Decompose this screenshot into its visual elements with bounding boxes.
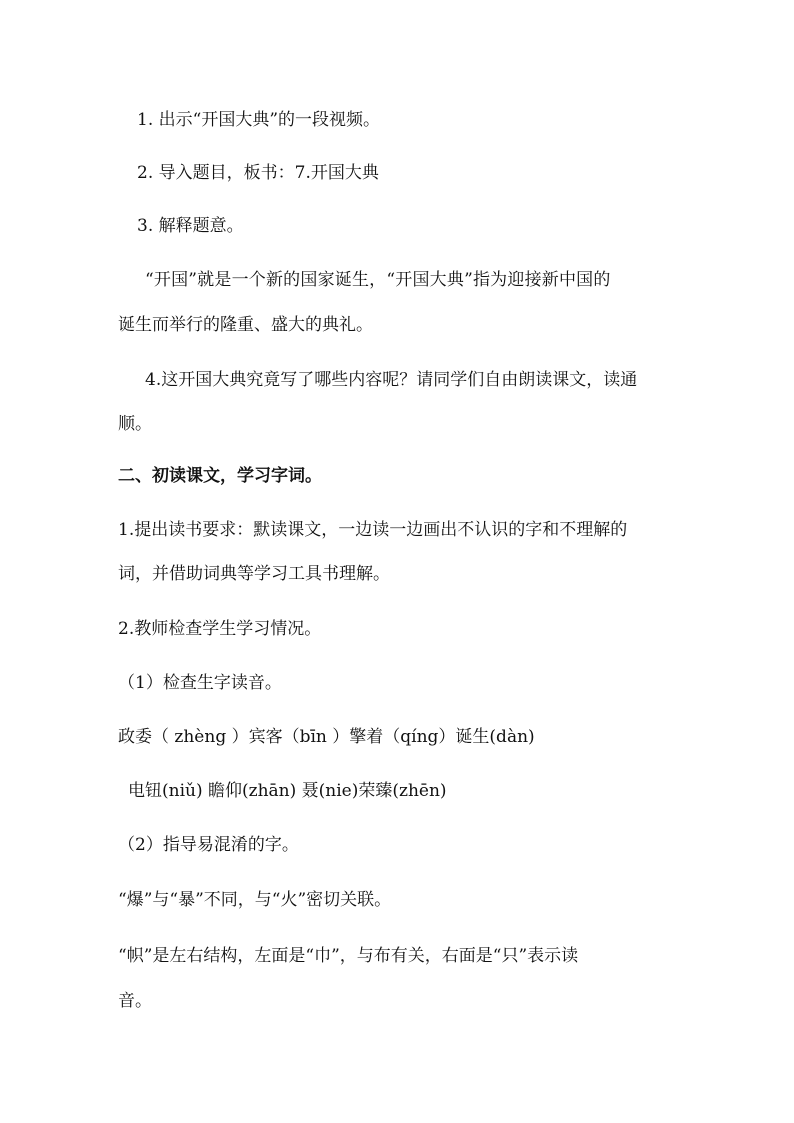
section-heading: 二、初读课文，学习字词。 (118, 466, 322, 486)
pinyin-line-1: 政委（ zhèng ）宾客（bīn ）擎着（qíng）诞生(dàn) (118, 727, 535, 747)
text-line-5: 诞生而举行的隆重、盛大的典礼。 (118, 315, 373, 335)
text-line-4: “开国”就是一个新的国家诞生，“开国大典”指为迎接新中国的 (145, 270, 611, 290)
text-line-13: “爆”与“暴”不同，与“火”密切关联。 (118, 890, 392, 910)
pinyin-line-2: 电钮(niǔ) 瞻仰(zhān) 聂(nie)荣臻(zhēn) (128, 781, 447, 801)
text-line-10: 2.教师检查学生学习情况。 (118, 619, 322, 639)
text-line-9: 词，并借助词典等学习工具书理解。 (118, 564, 390, 584)
text-line-3: 3. 解释题意。 (137, 216, 244, 236)
text-line-7: 顺。 (118, 414, 152, 434)
text-line-14: “帜”是左右结构，左面是“巾”，与布有关，右面是“只”表示读 (118, 946, 579, 966)
text-line-12: （2）指导易混淆的字。 (118, 835, 299, 855)
text-line-2: 2. 导入题目，板书：7.开国大典 (137, 163, 379, 183)
text-line-1: 1. 出示“开国大典”的一段视频。 (137, 110, 381, 130)
text-line-15: 音。 (118, 991, 152, 1011)
text-line-6: 4.这开国大典究竟写了哪些内容呢？请同学们自由朗读课文，读通 (145, 370, 638, 390)
text-line-8: 1.提出读书要求：默读课文，一边读一边画出不认识的字和不理解的 (118, 520, 628, 540)
text-line-11: （1）检查生字读音。 (118, 673, 282, 693)
